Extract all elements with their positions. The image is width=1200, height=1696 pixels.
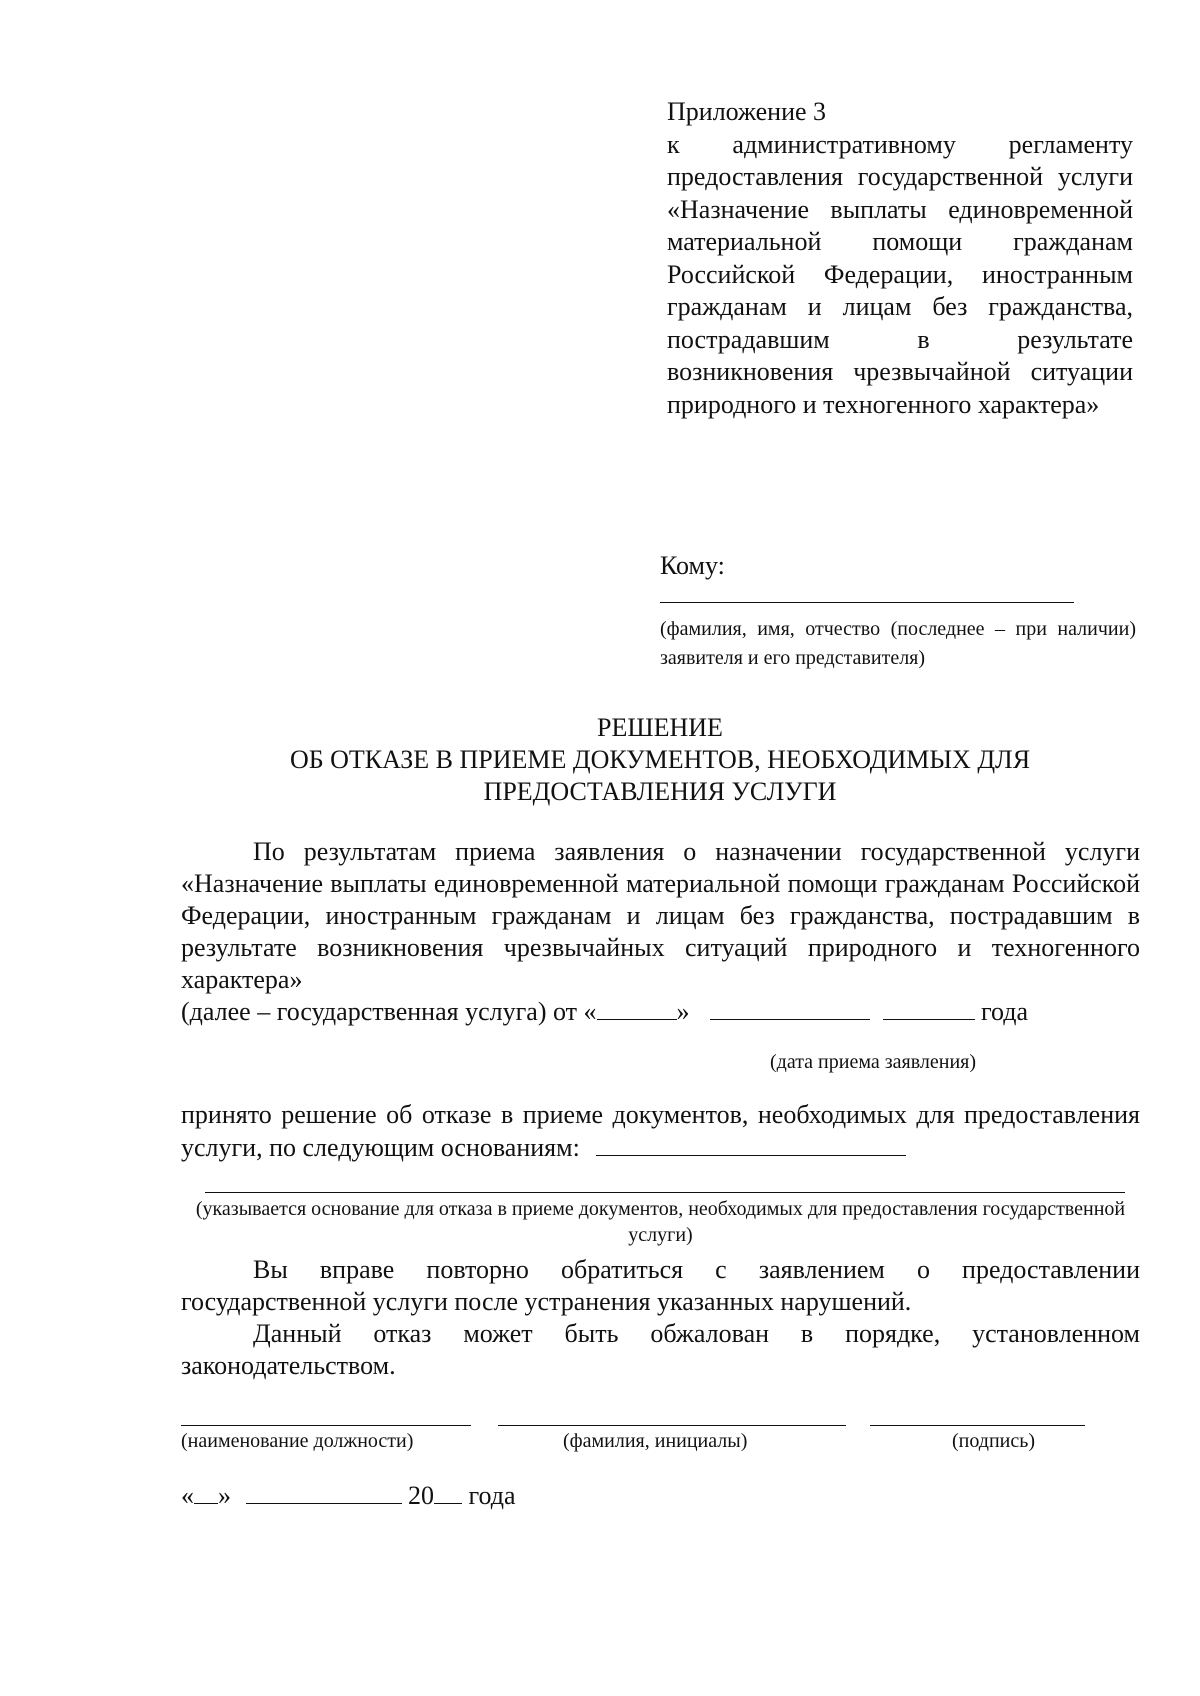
recipient-name-line[interactable] [660, 602, 1074, 603]
heading-line-3: ПРЕДОСТАВЛЕНИЯ УСЛУГИ [483, 777, 837, 806]
refusal-basis-line[interactable] [205, 1192, 1125, 1193]
position-hint: (наименование должности) [181, 1430, 414, 1452]
recipient-label: Кому: [660, 551, 725, 580]
application-date-hint: (дата приема заявления) [770, 1051, 977, 1073]
date-month-field[interactable] [710, 997, 870, 1020]
appendix-block [667, 96, 1133, 421]
date-prefix: (далее – государственная услуга) от « [181, 997, 597, 1026]
footer-day-field[interactable] [194, 1481, 218, 1504]
name-line[interactable] [498, 1425, 846, 1426]
reapply-paragraph: Вы вправе повторно обратиться с заявлением о предоставлении государственной услуги после устранения указанных нарушений. [181, 1255, 1140, 1316]
appendix-body: к административному регламенту предоставления государственной услуги «Назначение выплаты единовременной материальной помощи гражданам Российской Федерации, иностранным гражданам и лицам без гражданства, пострадавшим в результате возникновения чрезвычайной ситуации природного и техногенного характера» [667, 129, 1133, 419]
signing-date-row [181, 1480, 516, 1512]
date-day-field[interactable] [597, 997, 677, 1020]
rights-block [181, 1254, 1140, 1382]
appeal-paragraph: Данный отказ может быть обжалован в порядке, установленном законодательством. [181, 1319, 1140, 1380]
intro-paragraph: По результатам приема заявления о назначении государственной услуги «Назначение выплаты единовременной материальной помощи гражданам Российской Федерации, иностранным гражданам и лицам без гражданства, пострадавшим в результате возникновения чрезвычайных ситуаций природного и техногенного характера» [181, 837, 1140, 994]
footer-month-field[interactable] [246, 1481, 402, 1504]
signature-hint: (подпись) [952, 1430, 1036, 1452]
name-hint: (фамилия, инициалы) [563, 1430, 748, 1452]
date-suffix: года [981, 997, 1029, 1026]
signature-line[interactable] [870, 1425, 1085, 1426]
footer-century: 20 [408, 1481, 434, 1510]
refusal-basis-field[interactable] [596, 1133, 906, 1156]
decision-block [181, 1098, 1140, 1164]
recipient-hint: (фамилия, имя, отчество (последнее – при наличии) заявителя и его представителя) [660, 618, 1136, 669]
heading-line-1: РЕШЕНИЕ [597, 713, 723, 742]
footer-date-open-quote: « [181, 1481, 194, 1510]
application-date-row [181, 996, 1140, 1028]
recipient-block [660, 550, 1136, 673]
footer-date-close-quote: » [218, 1481, 231, 1510]
footer-year-field[interactable] [434, 1481, 462, 1504]
appendix-title: Приложение 3 [667, 97, 827, 126]
heading-line-2: ОБ ОТКАЗЕ В ПРИЕМЕ ДОКУМЕНТОВ, НЕОБХОДИМЫХ ДЛЯ [289, 745, 1031, 774]
document-heading [180, 712, 1140, 808]
footer-date-suffix: года [468, 1481, 516, 1510]
refusal-basis-hint: (указывается основание для отказа в приеме документов, необходимых для предоставления государственной услуги) [195, 1198, 1126, 1246]
date-year-field[interactable] [883, 997, 975, 1020]
position-line[interactable] [181, 1425, 471, 1426]
decision-text: принято решение об отказе в приеме документов, необходимых для предоставления услуги, по следующим основаниям: [181, 1100, 1140, 1162]
date-quote-close: » [676, 997, 690, 1026]
intro-block [181, 836, 1140, 1028]
